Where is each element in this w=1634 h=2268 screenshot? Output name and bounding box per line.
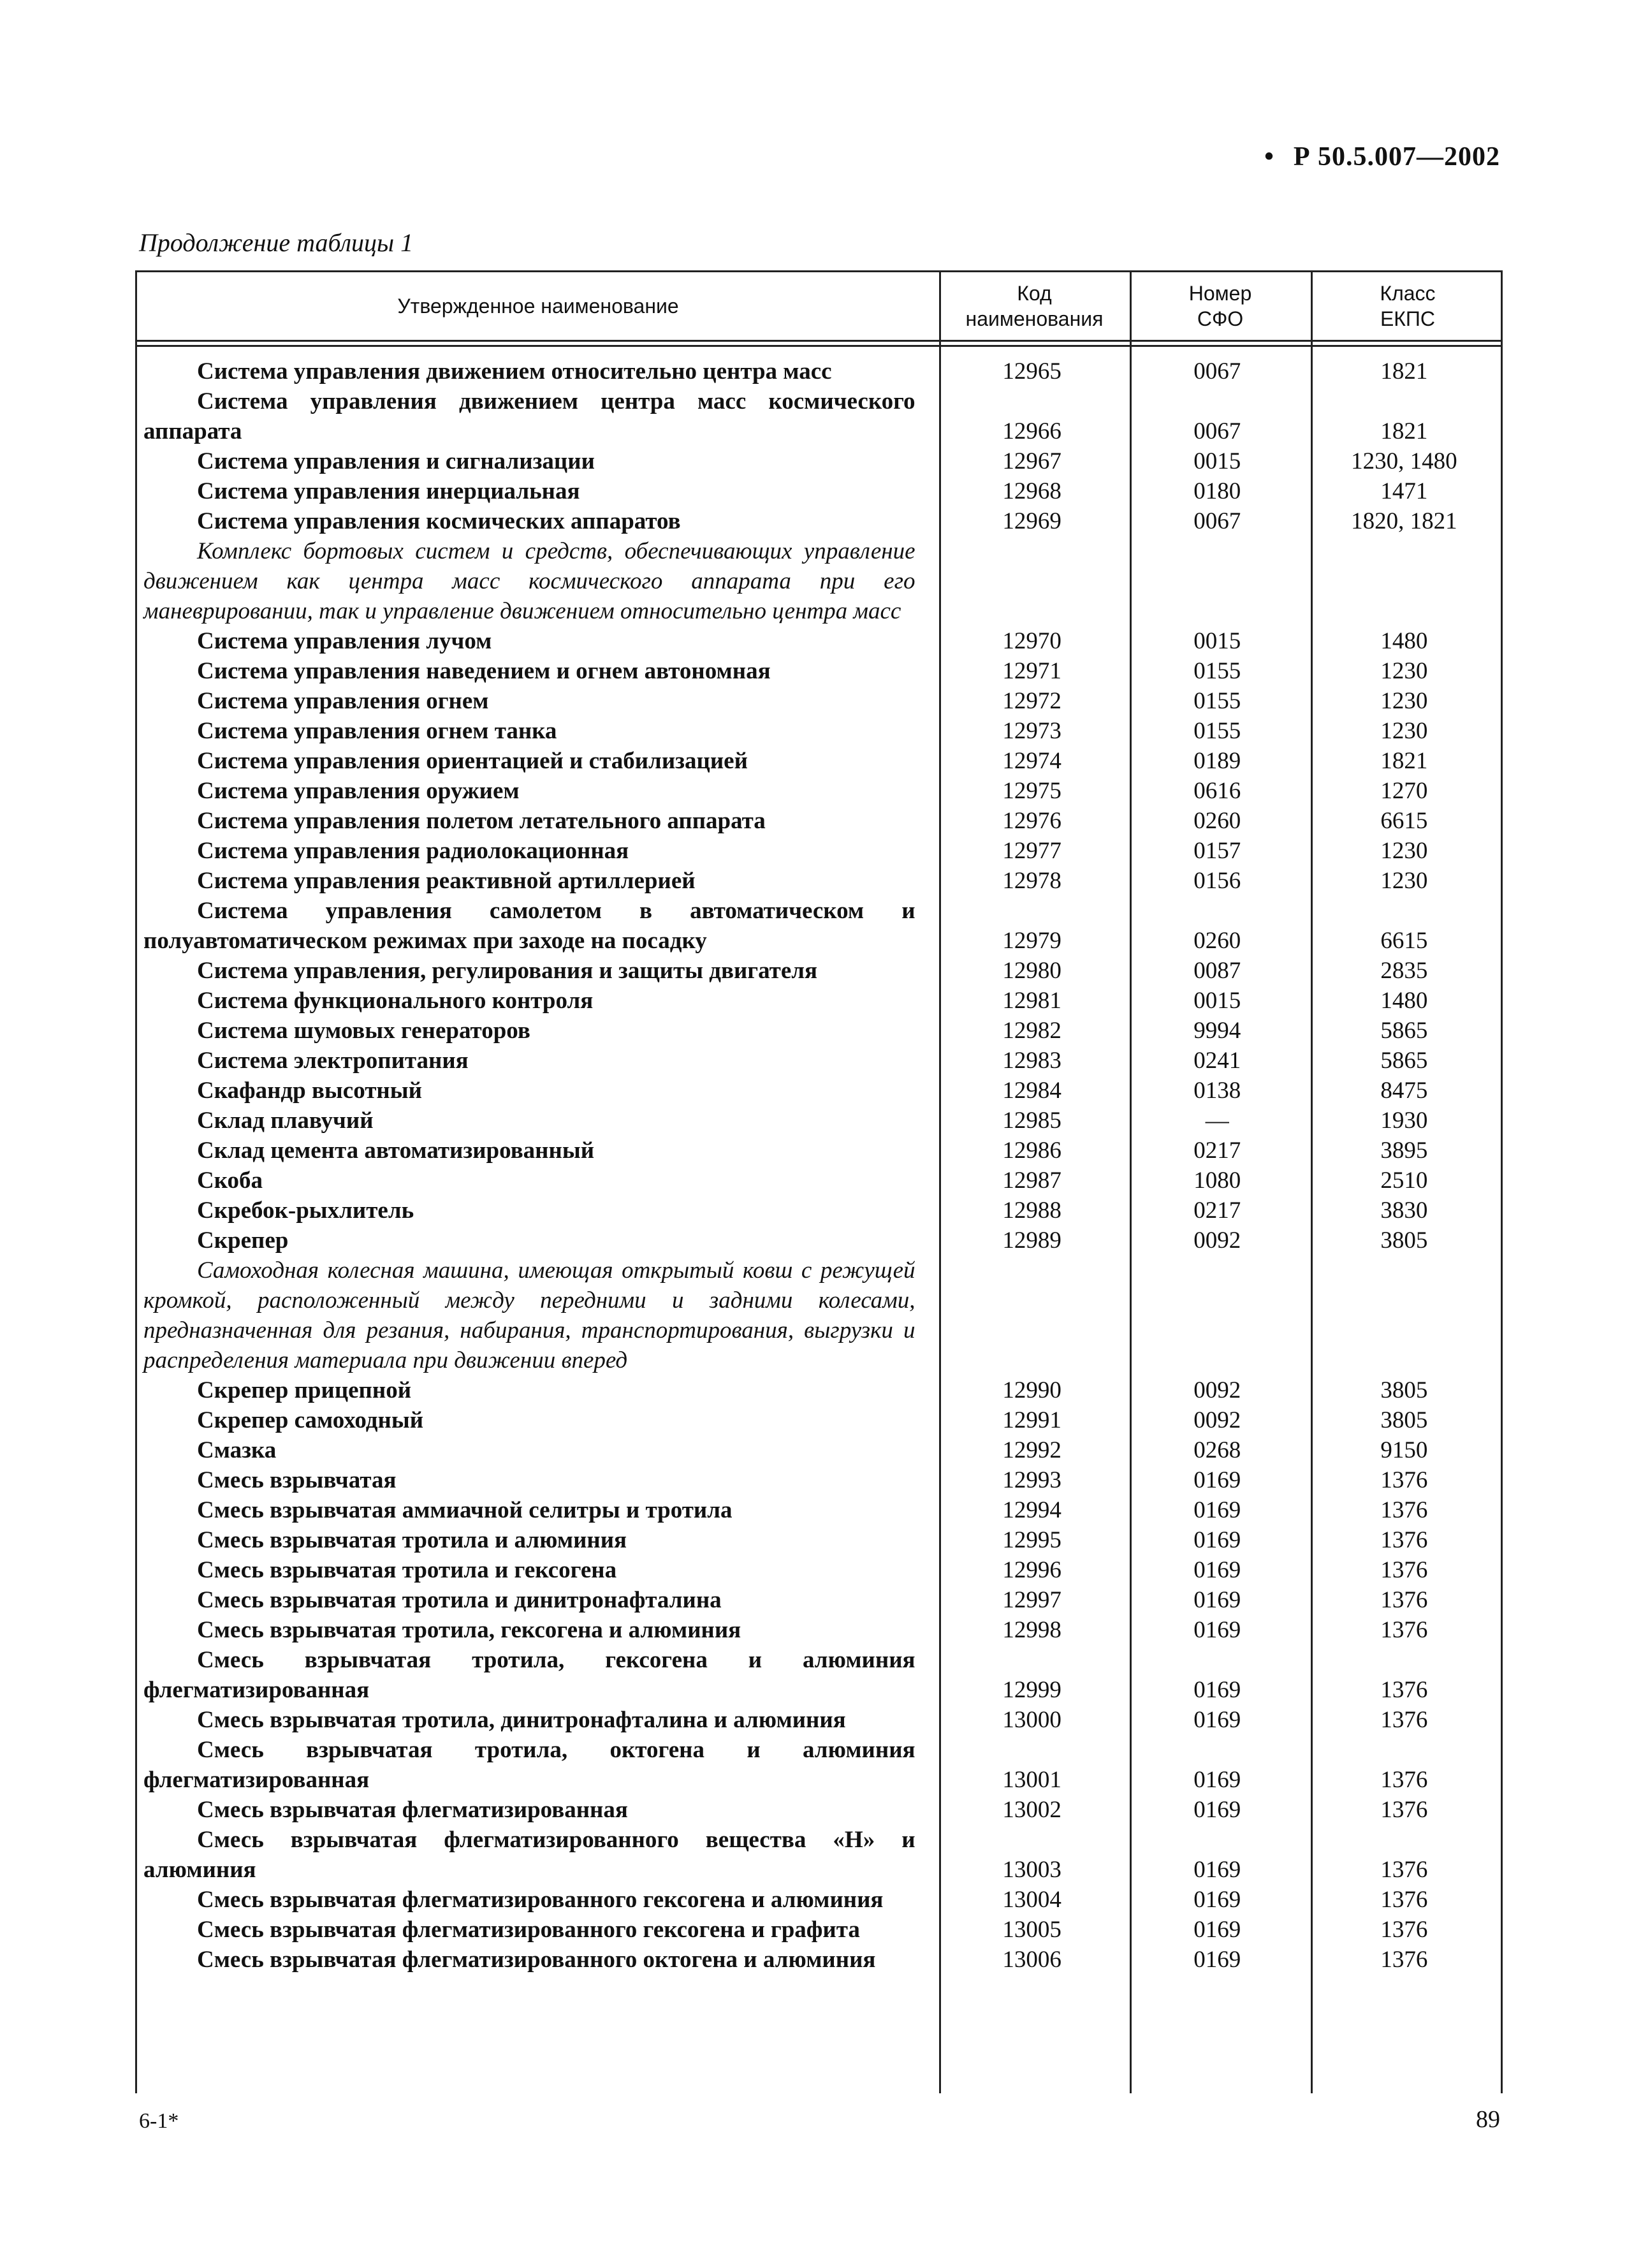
term-name — [137, 1705, 937, 1735]
definition-row — [137, 1255, 1501, 1375]
name-text: Система шумовых генераторов — [197, 1018, 530, 1044]
definition-text — [137, 1255, 937, 1375]
table-row — [137, 356, 1501, 386]
term-name — [137, 686, 937, 716]
name-code: 12971 — [1002, 658, 1061, 684]
name-code: 13000 — [1002, 1707, 1061, 1733]
name-text: Система управления огнем — [197, 688, 489, 714]
header-mark: • — [1264, 142, 1274, 172]
sfo-number: 0156 — [1193, 868, 1241, 894]
term-name — [137, 746, 937, 776]
ekps-class: 1376 — [1380, 1527, 1428, 1553]
header-rule — [137, 345, 1501, 347]
sfo-number: 0155 — [1193, 688, 1241, 714]
name-text: Система функционального контроля — [197, 988, 594, 1014]
ekps-class: 1820, 1821 — [1351, 508, 1457, 534]
ekps-class: 1230 — [1380, 688, 1428, 714]
name-code: 12965 — [1002, 358, 1061, 384]
ekps-class: 1376 — [1380, 1887, 1428, 1913]
name-code: 12994 — [1002, 1497, 1061, 1523]
name-code: 12993 — [1002, 1467, 1061, 1493]
table-row — [137, 506, 1501, 536]
name-text: Скрепер самоходный — [197, 1407, 424, 1433]
sfo-number: 0180 — [1193, 478, 1241, 504]
ekps-class: 1376 — [1380, 1947, 1428, 1973]
name-text: Система электропитания — [197, 1048, 469, 1074]
term-name — [137, 836, 937, 866]
table-row — [137, 806, 1501, 836]
name-text: Смесь взрывчатая флегматизированного гексогена и алюминия — [197, 1887, 884, 1913]
name-text: Смазка — [197, 1437, 277, 1463]
name-text: Смесь взрывчатая тротила, гексогена и алюминия — [197, 1617, 741, 1643]
name-code: 12985 — [1002, 1108, 1061, 1134]
definition-text — [137, 536, 937, 626]
column-header-code: Код наименования — [965, 282, 1104, 330]
term-name — [137, 356, 937, 386]
sfo-number: 0087 — [1193, 958, 1241, 984]
name-text: Смесь взрывчатая тротила, гексогена и алюминия флегматизированная — [143, 1647, 915, 1703]
term-name — [137, 956, 937, 986]
name-text: Система управления оружием — [197, 778, 520, 804]
ekps-class: 1376 — [1380, 1497, 1428, 1523]
sfo-number: 0092 — [1193, 1377, 1241, 1403]
table-row — [137, 866, 1501, 896]
name-code: 12992 — [1002, 1437, 1061, 1463]
name-text: Скоба — [197, 1167, 263, 1194]
term-name — [137, 1825, 937, 1885]
column-header-class: Класс ЕКПС — [1380, 282, 1436, 330]
sfo-number: 0169 — [1193, 1677, 1241, 1703]
ekps-class: 3805 — [1380, 1227, 1428, 1254]
sfo-number: 0138 — [1193, 1078, 1241, 1104]
table-row — [137, 1825, 1501, 1885]
term-name — [137, 1375, 937, 1405]
term-name — [137, 1915, 937, 1945]
term-name — [137, 506, 937, 536]
ekps-class: 1376 — [1380, 1467, 1428, 1493]
term-name — [137, 776, 937, 806]
table-row — [137, 1375, 1501, 1405]
name-code: 13002 — [1002, 1797, 1061, 1823]
table-row — [137, 1915, 1501, 1945]
name-code: 12970 — [1002, 628, 1061, 654]
table-row — [137, 1795, 1501, 1825]
name-text: Скребок-рыхлитель — [197, 1197, 414, 1224]
table-row — [137, 1196, 1501, 1225]
name-code: 12972 — [1002, 688, 1061, 714]
ekps-class: 1230 — [1380, 868, 1428, 894]
table-row — [137, 1555, 1501, 1585]
name-text: Самоходная колесная машина, имеющая открытый ковш с режущей кромкой, расположенный между передними и задними колесами, предназначенная для резания, набирания, транспортирования, выгрузки и распределения материала при движении вперед — [143, 1257, 915, 1373]
sfo-number: 0067 — [1193, 418, 1241, 444]
sfo-number: 0241 — [1193, 1048, 1241, 1074]
table-row — [137, 1046, 1501, 1076]
sfo-number: 0157 — [1193, 838, 1241, 864]
ekps-class: 1230 — [1380, 838, 1428, 864]
table-row — [137, 1615, 1501, 1645]
sfo-number: 0169 — [1193, 1527, 1241, 1553]
term-name — [137, 1136, 937, 1166]
column-header-sfo: Номер СФО — [1188, 282, 1252, 330]
sfo-number: 0169 — [1193, 1707, 1241, 1733]
name-text: Смесь взрывчатая флегматизированного октогена и алюминия — [197, 1947, 876, 1973]
term-name — [137, 656, 937, 686]
name-text: Система управления полетом летательного аппарата — [197, 808, 766, 834]
ekps-class: 1376 — [1380, 1797, 1428, 1823]
definition-row — [137, 536, 1501, 626]
ekps-class: 8475 — [1380, 1078, 1428, 1104]
table-row — [137, 1016, 1501, 1046]
name-text: Система управления, регулирования и защиты двигателя — [197, 958, 818, 984]
table-row — [137, 1885, 1501, 1915]
name-code: 12987 — [1002, 1167, 1061, 1194]
ekps-class: 1230, 1480 — [1351, 448, 1457, 474]
ekps-class: 9150 — [1380, 1437, 1428, 1463]
name-text: Система управления радиолокационная — [197, 838, 629, 864]
name-code: 12968 — [1002, 478, 1061, 504]
table-row — [137, 746, 1501, 776]
ekps-class: 1376 — [1380, 1767, 1428, 1793]
table-row — [137, 626, 1501, 656]
sfo-number: 0189 — [1193, 748, 1241, 774]
name-code: 12973 — [1002, 718, 1061, 744]
term-name — [137, 1405, 937, 1435]
ekps-class: 3805 — [1380, 1407, 1428, 1433]
sfo-number: 0260 — [1193, 928, 1241, 954]
table-body — [137, 356, 1501, 1975]
name-code: 12979 — [1002, 928, 1061, 954]
sheet-mark: 6-1* — [139, 2109, 179, 2133]
sfo-number: 0169 — [1193, 1557, 1241, 1583]
sfo-number: 0169 — [1193, 1857, 1241, 1883]
term-name — [137, 1795, 937, 1825]
name-text: Система управления движением относительно центра масс — [197, 358, 832, 384]
ekps-class: 1230 — [1380, 658, 1428, 684]
sfo-number: 0092 — [1193, 1407, 1241, 1433]
table-row — [137, 1585, 1501, 1615]
term-name — [137, 806, 937, 836]
name-code: 12989 — [1002, 1227, 1061, 1254]
term-name — [137, 1495, 937, 1525]
ekps-class: 1480 — [1380, 988, 1428, 1014]
table-row — [137, 1525, 1501, 1555]
name-code: 12984 — [1002, 1078, 1061, 1104]
name-text: Скрепер — [197, 1227, 289, 1254]
sfo-number: 0169 — [1193, 1947, 1241, 1973]
table-row — [137, 716, 1501, 746]
ekps-class: 5865 — [1380, 1048, 1428, 1074]
table-row — [137, 1405, 1501, 1435]
name-code: 12999 — [1002, 1677, 1061, 1703]
name-text: Смесь взрывчатая тротила, динитронафталина и алюминия — [197, 1707, 846, 1733]
term-name — [137, 1196, 937, 1225]
header-rule — [137, 340, 1501, 342]
name-code: 12980 — [1002, 958, 1061, 984]
ekps-class: 1930 — [1380, 1108, 1428, 1134]
term-name — [137, 1166, 937, 1196]
sfo-number: 0067 — [1193, 358, 1241, 384]
ekps-class: 2835 — [1380, 958, 1428, 984]
sfo-number: 0155 — [1193, 718, 1241, 744]
table-row — [137, 1735, 1501, 1795]
sfo-number: 0169 — [1193, 1497, 1241, 1523]
term-name — [137, 1885, 937, 1915]
sfo-number: 0015 — [1193, 448, 1241, 474]
name-text: Склад цемента автоматизированный — [197, 1138, 595, 1164]
ekps-class: 1376 — [1380, 1587, 1428, 1613]
name-text: Система управления космических аппаратов — [197, 508, 681, 534]
table-row — [137, 1136, 1501, 1166]
sfo-number: 0092 — [1193, 1227, 1241, 1254]
name-code: 12975 — [1002, 778, 1061, 804]
name-code: 12974 — [1002, 748, 1061, 774]
sfo-number: 0260 — [1193, 808, 1241, 834]
sfo-number: 0169 — [1193, 1887, 1241, 1913]
name-code: 13006 — [1002, 1947, 1061, 1973]
term-name — [137, 986, 937, 1016]
page-number: 89 — [1476, 2106, 1500, 2133]
name-code: 12982 — [1002, 1018, 1061, 1044]
terms-table — [135, 270, 1503, 2093]
term-name — [137, 1225, 937, 1255]
table-row — [137, 896, 1501, 956]
ekps-class: 6615 — [1380, 928, 1428, 954]
ekps-class: 2510 — [1380, 1167, 1428, 1194]
table-row — [137, 446, 1501, 476]
term-name — [137, 716, 937, 746]
sfo-number: 0169 — [1193, 1467, 1241, 1493]
document-code — [1264, 142, 1500, 172]
name-code: 12996 — [1002, 1557, 1061, 1583]
ekps-class: 1230 — [1380, 718, 1428, 744]
name-text: Система управления огнем танка — [197, 718, 557, 744]
ekps-class: 1376 — [1380, 1917, 1428, 1943]
term-name — [137, 1525, 937, 1555]
name-text: Смесь взрывчатая флегматизированного гексогена и графита — [197, 1917, 860, 1943]
term-name — [137, 626, 937, 656]
name-code: 12976 — [1002, 808, 1061, 834]
ekps-class: 1821 — [1380, 748, 1428, 774]
term-name — [137, 1016, 937, 1046]
name-text: Комплекс бортовых систем и средств, обеспечивающих управление движением как центра масс космического аппарата при его маневрировании, так и управление движением относительно центра масс — [143, 538, 915, 624]
ekps-class: 1376 — [1380, 1617, 1428, 1643]
name-text: Система управления реактивной артиллерией — [197, 868, 696, 894]
sfo-number: 0217 — [1193, 1197, 1241, 1224]
sfo-number: — — [1205, 1108, 1229, 1134]
table-row — [137, 1166, 1501, 1196]
name-text: Система управления ориентацией и стабилизацией — [197, 748, 748, 774]
term-name — [137, 1615, 937, 1645]
sfo-number: 0268 — [1193, 1437, 1241, 1463]
ekps-class: 5865 — [1380, 1018, 1428, 1044]
name-text: Скафандр высотный — [197, 1078, 422, 1104]
name-code: 12966 — [1002, 418, 1061, 444]
name-code: 12997 — [1002, 1587, 1061, 1613]
name-code: 13001 — [1002, 1767, 1061, 1793]
name-text: Смесь взрывчатая тротила и динитронафталина — [197, 1587, 722, 1613]
table-row — [137, 986, 1501, 1016]
term-name — [137, 1435, 937, 1465]
term-name — [137, 476, 937, 506]
sfo-number: 0169 — [1193, 1617, 1241, 1643]
name-code: 12991 — [1002, 1407, 1061, 1433]
term-name — [137, 1945, 937, 1975]
name-code: 12990 — [1002, 1377, 1061, 1403]
name-text: Смесь взрывчатая флегматизированная — [197, 1797, 628, 1823]
term-name — [137, 1645, 937, 1705]
table-row — [137, 1435, 1501, 1465]
ekps-class: 3895 — [1380, 1138, 1428, 1164]
table-row — [137, 476, 1501, 506]
ekps-class: 1471 — [1380, 478, 1428, 504]
sfo-number: 0169 — [1193, 1797, 1241, 1823]
name-text: Смесь взрывчатая тротила, октогена и алюминия флегматизированная — [143, 1737, 915, 1793]
term-name — [137, 1735, 937, 1795]
name-code: 13004 — [1002, 1887, 1061, 1913]
ekps-class: 6615 — [1380, 808, 1428, 834]
name-code: 12986 — [1002, 1138, 1061, 1164]
table-row — [137, 656, 1501, 686]
table-row — [137, 1076, 1501, 1106]
table-row — [137, 1106, 1501, 1136]
name-text: Система управления наведением и огнем автономная — [197, 658, 771, 684]
term-name — [137, 1076, 937, 1106]
name-text: Система управления и сигнализации — [197, 448, 595, 474]
name-code: 12995 — [1002, 1527, 1061, 1553]
name-code: 12978 — [1002, 868, 1061, 894]
name-text: Система управления движением центра масс космического аппарата — [143, 388, 915, 444]
term-name — [137, 1585, 937, 1615]
sfo-number: 0015 — [1193, 988, 1241, 1014]
name-text: Скрепер прицепной — [197, 1377, 412, 1403]
name-code: 12981 — [1002, 988, 1061, 1014]
ekps-class: 3805 — [1380, 1377, 1428, 1403]
table-continuation-caption: Продолжение таблицы 1 — [139, 228, 414, 257]
term-name — [137, 446, 937, 476]
table-row — [137, 686, 1501, 716]
name-code: 12983 — [1002, 1048, 1061, 1074]
table-row — [137, 1645, 1501, 1705]
table-row — [137, 386, 1501, 446]
name-text: Смесь взрывчатая тротила и алюминия — [197, 1527, 627, 1553]
sfo-number: 0155 — [1193, 658, 1241, 684]
table-row — [137, 836, 1501, 866]
sfo-number: 0067 — [1193, 508, 1241, 534]
term-name — [137, 386, 937, 446]
ekps-class: 1376 — [1380, 1677, 1428, 1703]
name-code: 12967 — [1002, 448, 1061, 474]
term-name — [137, 1555, 937, 1585]
table-row — [137, 1495, 1501, 1525]
term-name — [137, 1046, 937, 1076]
sfo-number: 0169 — [1193, 1587, 1241, 1613]
name-text: Смесь взрывчатая флегматизированного вещества «Н» и алюминия — [143, 1827, 915, 1883]
name-text: Система управления самолетом в автоматическом и полуавтоматическом режимах при заходе на посадку — [143, 898, 915, 954]
sfo-number: 0217 — [1193, 1138, 1241, 1164]
table-row — [137, 1225, 1501, 1255]
table-row — [137, 776, 1501, 806]
name-text: Смесь взрывчатая — [197, 1467, 397, 1493]
name-code: 12977 — [1002, 838, 1061, 864]
ekps-class: 1821 — [1380, 358, 1428, 384]
table-row — [137, 1465, 1501, 1495]
name-code: 12998 — [1002, 1617, 1061, 1643]
ekps-class: 1480 — [1380, 628, 1428, 654]
ekps-class: 1376 — [1380, 1857, 1428, 1883]
ekps-class: 1376 — [1380, 1707, 1428, 1733]
term-name — [137, 1465, 937, 1495]
ekps-class: 3830 — [1380, 1197, 1428, 1224]
name-text: Смесь взрывчатая тротила и гексогена — [197, 1557, 617, 1583]
name-code: 12969 — [1002, 508, 1061, 534]
term-name — [137, 866, 937, 896]
table-row — [137, 956, 1501, 986]
name-text: Система управления инерциальная — [197, 478, 580, 504]
sfo-number: 0169 — [1193, 1767, 1241, 1793]
sfo-number: 0169 — [1193, 1917, 1241, 1943]
column-header-name: Утвержденное наименование — [397, 295, 679, 318]
document-code-text: Р 50.5.007—2002 — [1293, 142, 1500, 172]
ekps-class: 1821 — [1380, 418, 1428, 444]
ekps-class: 1270 — [1380, 778, 1428, 804]
sfo-number: 9994 — [1193, 1018, 1241, 1044]
name-text: Смесь взрывчатая аммиачной селитры и тротила — [197, 1497, 733, 1523]
sfo-number: 0015 — [1193, 628, 1241, 654]
table-row — [137, 1945, 1501, 1975]
ekps-class: 1376 — [1380, 1557, 1428, 1583]
name-code: 13003 — [1002, 1857, 1061, 1883]
name-code: 12988 — [1002, 1197, 1061, 1224]
sfo-number: 0616 — [1193, 778, 1241, 804]
name-text: Склад плавучий — [197, 1108, 374, 1134]
table-row — [137, 1705, 1501, 1735]
name-code: 13005 — [1002, 1917, 1061, 1943]
term-name — [137, 896, 937, 956]
name-text: Система управления лучом — [197, 628, 492, 654]
sfo-number: 1080 — [1193, 1167, 1241, 1194]
term-name — [137, 1106, 937, 1136]
